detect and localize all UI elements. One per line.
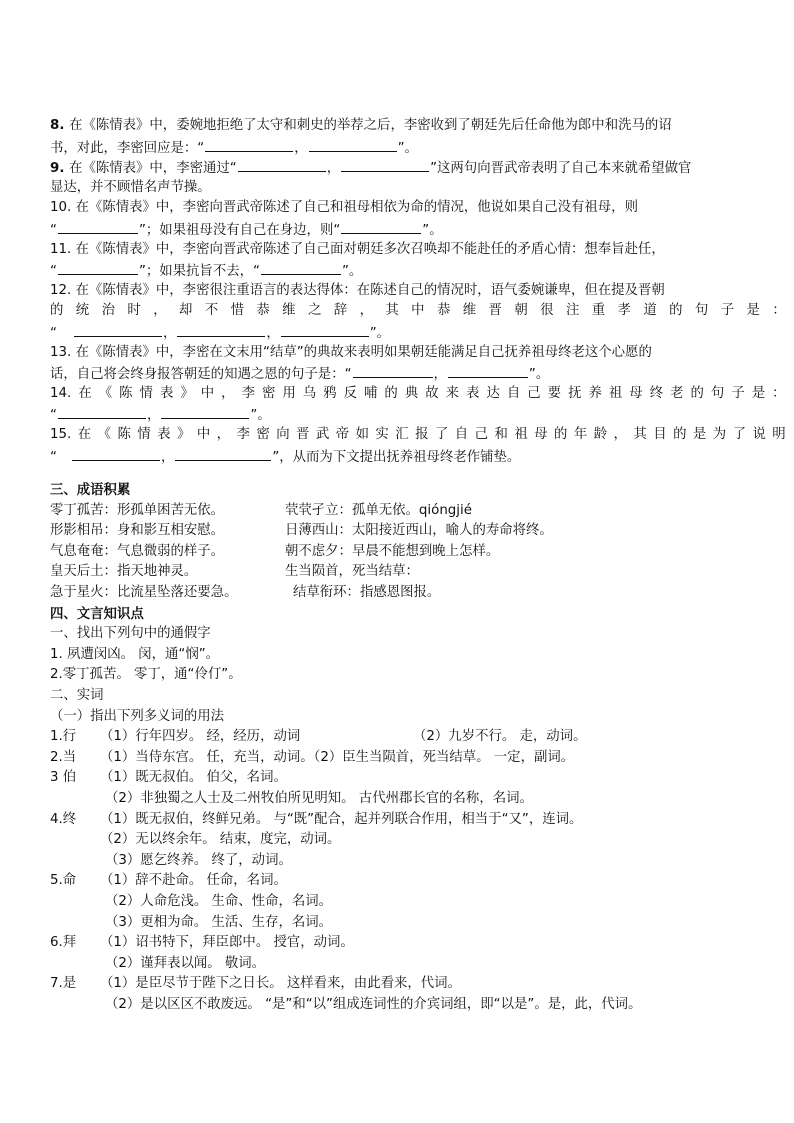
idiom-entry: 急于星火：比流星坠落还要急。 <box>50 585 238 601</box>
answer-blank[interactable] <box>353 363 433 378</box>
answer-blank[interactable] <box>58 219 138 234</box>
word-entry-bai: 6.拜 （1）诏书特下，拜臣郎中。 授官，动词。 <box>50 935 354 951</box>
idiom-entry: 茕茕孑立：孤单无依。qióngjié <box>285 502 472 518</box>
idiom-row <box>50 501 786 522</box>
answer-blank[interactable] <box>261 260 341 275</box>
word-entry-dang: 2.当 （1）当侍东宫。 任，充当，动词。（2）臣生当陨首，死当结草。 一定，副词。 <box>50 749 575 765</box>
section-heading-knowledge: 四、文言知识点 <box>50 605 144 622</box>
question-8: 8. 在《陈情表》中，委婉地拒绝了太守和刺史的举荐之后，李密收到了朝廷先后任命他为郎中和洗马的诏 <box>50 118 672 133</box>
word-entry-bo: 3 伯 （1）既无叔伯。 伯父，名词。 <box>50 770 287 786</box>
document-page: 8. 在《陈情表》中，委婉地拒绝了太守和刺史的举荐之后，李密收到了朝廷先后任命他为郎中和洗马的诏 书，对此，李密回应是：“ ， ”。 9. 在《陈情表》中，李密通过“ ， ”这两句向晋武帝表明了自己本来就希望做官 显达，并不顾惜名声节操。 10. 在《陈情表》中，李密向晋武帝陈述了自己和祖母相依为命的情况，他说如果自己没有祖母，则 “ ”；如果祖母没有自己在身边，则“ ”。 11. 在《陈情表》中，李密向晋武帝陈述了自己面对朝廷多次召唤却不能赴任的矛盾心情：想奉旨赴任， “ ”；如果抗旨不去，“ ”。 12. 在《陈情表》中，李密很注重语言的表达得体：在陈述自己的情况时，语气委婉谦卑，但在提及晋朝 的 统 治 时 ， 却 不 惜 恭 维 之 辞 ， 其 中 恭 维 晋 朝 很 注 重 孝 道 的 句 子 是 ： “ ， ， ”。 13. 在《陈情表》中，李密在文末用“结草”的典故来表明如果朝廷能满足自己抚养祖母终老这个心愿的 话，自己将会终身报答朝廷的知遇之恩的句子是：“ ， ”。 14. 在 《 陈 情 表 》 中 ， 李 密 用 乌 鸦 反 哺 的 典 故 来 表 达 自 己 要 抚 养 祖 母 终 老 的 句 子 是 ： “ ， ”。 15. 在 《 陈 情 表 》 中 ， 李 密 向 晋 武 帝 如 实 汇 报 了 自 己 和 祖 母 的 年 龄 ， 其 目 的 是 为 了 说 明 “ ， ”，从而为下文提出抚养祖母终老作铺垫。 三、成语积累 零丁孤苦：形孤单困苦无依。 茕茕孑立：孤单无依。qióngjié 形影相吊：身和影互相安慰。 日薄西山：太阳接近西山，喻人的寿命将终。 气息奄奄：气息微弱的样子。 朝不虑夕：早晨不能想到晚上怎样。 皇天后土：指天地神灵。 生当陨首，死当结草： 急于星火：比流星坠落还要急。 结草衔环：指感恩图报。 四、文言知识点 一、找出下列句中的通假字 1. 夙遭闵凶。 闵，通“悯”。 2.零丁孤苦。 零丁，通“伶仃”。 二、实词 （一）指出下列多义词的用法 1.行 （1）行年四岁。 经，经历，动词 （2）九岁不行。 走，动词。 2.当 （1）当侍东宫。 任，充当，动词。（2）臣生当陨首，死当结草。 一定，副词。 3 伯 （1）既无叔伯。 伯父，名词。 （2）非独蜀之人士及二州牧伯所见明知。 古代州郡长官的名称，名词。 4.终 （1）既无叔伯，终鲜兄弟。 与“既”配合，起并列联合作用，相当于“又”，连词。 （2）无以终余年。 结束，度完，动词。 （3）愿乞终养。 终了，动词。 5.命 （1）辞不赴命。 任命，名词。 （2）人命危浅。 生命、性命，名词。 （3）更相为命。 生活、生存，名词。 6.拜 （1）诏书特下，拜臣郎中。 授官，动词。 （2）谨拜表以闻。 敬词。 7.是 （1）是臣尽节于陛下之日长。 这样看来，由此看来，代词。 （2）是以区区不敢废远。 “是”和“以”组成连词性的介宾词组，即“以是”。是，此，代词。 <box>50 118 786 1012</box>
answer-blank[interactable] <box>341 219 421 234</box>
idiom-entry: 形影相吊：身和影互相安慰。 <box>50 523 225 539</box>
idiom-entry: 朝不虑夕：早晨不能想到晚上怎样。 <box>285 543 500 559</box>
idiom-entry: 结草衔环：指感恩图报。 <box>293 585 441 601</box>
answer-blank[interactable] <box>58 404 146 419</box>
tongjia-item: 1. 夙遭闵凶。 闵，通“悯”。 <box>50 646 220 662</box>
word-entry-zhong: 4.终 （1）既无叔伯，终鲜兄弟。 与“既”配合，起并列联合作用，相当于“又”，连词。 <box>50 811 583 827</box>
shici-heading: 二、实词 <box>50 688 104 704</box>
answer-blank[interactable] <box>205 137 293 152</box>
idiom-entry: 日薄西山：太阳接近西山，喻人的寿命将终。 <box>285 523 553 539</box>
section-heading-idioms: 三、成语积累 <box>50 482 131 499</box>
word-entry-shi: 7.是 （1）是臣尽节于陛下之日长。 这样看来，由此看来，代词。 <box>50 976 461 992</box>
answer-blank[interactable] <box>175 446 271 461</box>
idiom-row <box>50 542 786 563</box>
answer-blank[interactable] <box>177 322 265 337</box>
question-13: 13. 在《陈情表》中，李密在文末用“结草”的典故来表明如果朝廷能满足自己抚养祖母终老这个心愿的 <box>50 344 652 360</box>
question-12: 12. 在《陈情表》中，李密很注重语言的表达得体：在陈述自己的情况时，语气委婉谦卑，但在提及晋朝 <box>50 282 665 298</box>
answer-blank[interactable] <box>281 322 369 337</box>
idiom-entry: 气息奄奄：气息微弱的样子。 <box>50 543 225 559</box>
question-11: 11. 在《陈情表》中，李密向晋武帝陈述了自己面对朝廷多次召唤却不能赴任的矛盾心情：想奉旨赴任， <box>50 241 665 257</box>
answer-blank[interactable] <box>238 157 326 172</box>
tongjia-item: 2.零丁孤苦。 零丁，通“伶仃”。 <box>50 667 242 683</box>
question-number: 8 <box>50 118 60 133</box>
idiom-entry: 生当陨首，死当结草： <box>285 564 419 580</box>
answer-blank[interactable] <box>58 260 138 275</box>
idiom-entry: 皇天后土：指天地神灵。 <box>50 564 198 580</box>
idiom-entry: 零丁孤苦：形孤单困苦无依。 <box>50 502 225 518</box>
idiom-row <box>50 562 786 583</box>
word-entry-xing: 1.行 （1）行年四岁。 经，经历，动词 （2）九岁不行。 走，动词。 <box>50 729 587 745</box>
tongjia-heading: 一、找出下列句中的通假字 <box>50 626 211 642</box>
justified-line: 的 统 治 时 ， 却 不 惜 恭 维 之 辞 ， 其 中 恭 维 晋 朝 很 注 重 孝 道 的 句 子 是 ： <box>50 303 786 319</box>
duoyi-heading: （一）指出下列多义词的用法 <box>50 708 225 724</box>
question-9: 9. 在《陈情表》中，李密通过“ ， ”这两句向晋武帝表明了自己本来就希望做官 <box>50 157 786 178</box>
question-15: 15. 在 《 陈 情 表 》 中 ， 李 密 向 晋 武 帝 如 实 汇 报 了 自 己 和 祖 母 的 年 龄 ， 其 目 的 是 为 了 说 明 <box>50 426 786 442</box>
answer-blank[interactable] <box>448 363 528 378</box>
idiom-row <box>50 521 786 542</box>
answer-blank[interactable] <box>161 404 249 419</box>
answer-blank[interactable] <box>341 157 429 172</box>
idiom-row <box>50 583 786 604</box>
word-entry-ming: 5.命 （1）辞不赴命。 任命，名词。 <box>50 873 287 889</box>
answer-blank[interactable] <box>309 137 397 152</box>
question-14: 14. 在 《 陈 情 表 》 中 ， 李 密 用 乌 鸦 反 哺 的 典 故 来 表 达 自 己 要 抚 养 祖 母 终 老 的 句 子 是 ： <box>50 385 786 401</box>
idiom-list <box>50 501 786 604</box>
question-10: 10. 在《陈情表》中，李密向晋武帝陈述了自己和祖母相依为命的情况，他说如果自己没有祖母，则 <box>50 200 638 216</box>
answer-blank[interactable] <box>72 446 160 461</box>
answer-blank[interactable] <box>74 322 162 337</box>
